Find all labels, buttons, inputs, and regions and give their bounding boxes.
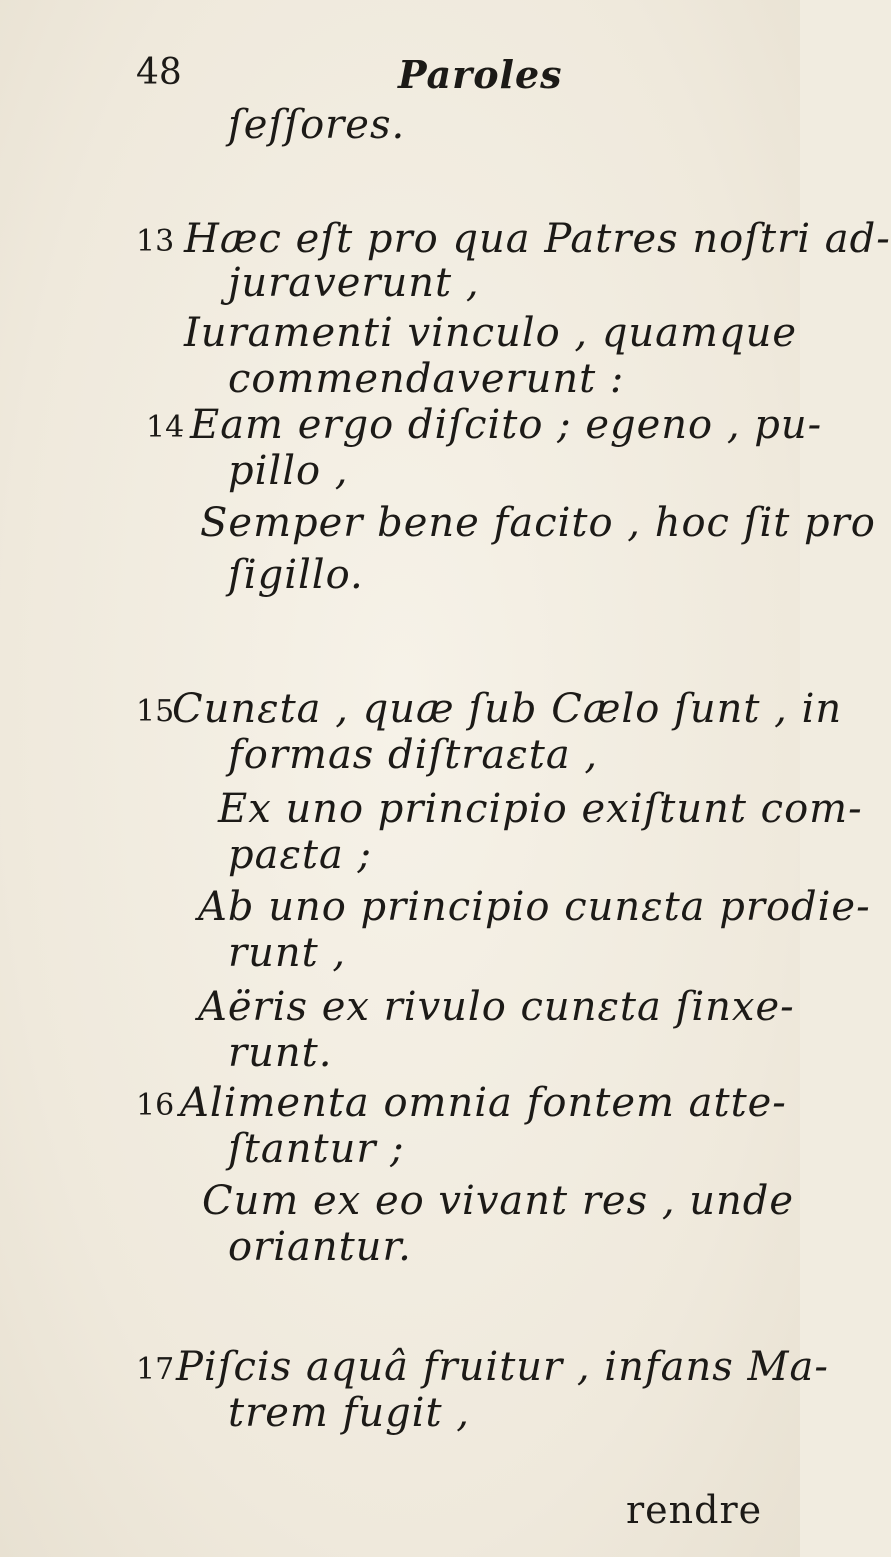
verse-number: 16 [136,1088,175,1123]
text-line: Semper bene facito , hoc ſit pro [200,500,876,546]
text-line: Cum ex eo vivant res , unde [202,1178,795,1224]
text-line: ſtantur ; [228,1126,405,1172]
verse-number: 14 [146,410,185,445]
verse-number: 17 [136,1352,175,1387]
text-line: Iuramenti vinculo , quamque [184,310,797,356]
verse-number: 13 [136,224,175,259]
text-line: pillo , [228,448,349,494]
text-line: runt. [228,1030,333,1076]
text-line: formas diſtraɛta , [228,732,599,778]
text-line: Alimenta omnia fontem atte- [180,1080,787,1126]
text-line: Piſcis aquâ fruitur , infans Ma- [176,1344,829,1390]
text-line: Hæc eſt pro qua Patres noſtri ad- [184,216,891,262]
text-line: Aëris ex rivulo cunɛta ſinxe- [198,984,795,1030]
running-title: Paroles [398,52,563,97]
text-line: paɛta ; [228,832,373,878]
text-line: ſeſſores. [228,102,406,148]
catchword: rendre [626,1488,763,1532]
text-line: Cunɛta , quæ ſub Cælo ſunt , in [172,686,843,732]
text-line: oriantur. [228,1224,412,1270]
text-line: Ex uno principio exiſtunt com- [218,786,863,832]
text-line: ſigillo. [228,552,364,598]
text-line: commendaverunt : [228,356,625,402]
text-line: Ab uno principio cunɛta prodie- [198,884,871,930]
page-number: 48 [136,52,182,93]
text-line: juraverunt , [228,260,480,306]
text-line: Eam ergo diſcito ; egeno , pu- [190,402,823,448]
text-line: trem fugit , [228,1390,470,1436]
text-line: runt , [228,930,347,976]
verse-number: 15 [136,694,175,729]
